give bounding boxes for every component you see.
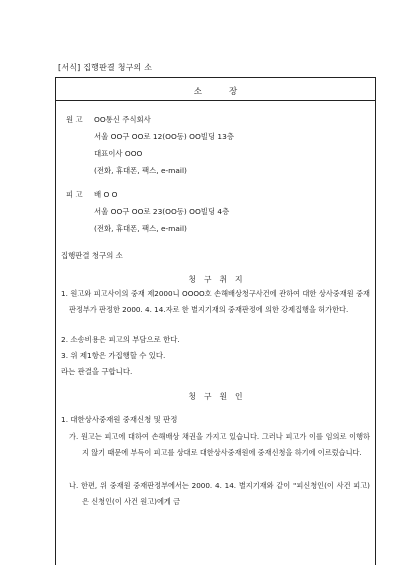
cause-sub-1: 1. 대한상사중재원 중재신청 및 판정	[61, 415, 178, 424]
cause-para-ga	[69, 429, 370, 461]
defendant-address: 서울 OO구 OO로 23(OO동) OO빌딩 4층	[94, 207, 230, 216]
plaintiff-representative: 대표이사 OOO	[94, 149, 143, 158]
claim-item-1-text: 1. 원고와 피고사이의 중재 제2000니 OOOO호 손해배상청구사건에 관하여 대한 상사중재원 중재판정부가 판정한 2000. 4. 14.자로 한 별지기재의 중재판정에 의한 강제집행을 허가한다.	[61, 289, 370, 314]
claim-item-3: 3. 위 제1항은 가집행할 수 있다.	[61, 351, 166, 360]
defendant-contact: (전화, 휴대폰, 팩스, e-mail)	[94, 224, 187, 233]
complaint-frame	[55, 77, 376, 565]
defendant-label: 피 고	[66, 190, 83, 199]
plaintiff-address: 서울 OO구 OO로 12(OO동) OO빌딩 13층	[94, 132, 234, 141]
form-label: [서식] 집행판결 청구의 소	[58, 63, 153, 72]
claim-closing: 라는 판결을 구합니다.	[61, 367, 133, 376]
cause-para-na-text: 나. 한편, 위 중재원 중재판정부에서는 2000. 4. 14. 별지기재와 같이 "피신청인(이 사건 피고)은 신청인(이 사건 원고)에게 금	[69, 481, 370, 506]
title-row	[56, 78, 375, 101]
plaintiff-contact: (전화, 휴대폰, 팩스, e-mail)	[94, 166, 187, 175]
plaintiff-label: 원 고	[66, 115, 83, 124]
claim-item-1	[61, 286, 370, 318]
cause-para-na	[69, 478, 370, 510]
plaintiff-name: OO통신 주식회사	[94, 115, 151, 124]
defendant-name: 배 O O	[94, 190, 118, 199]
case-name: 집행판결 청구의 소	[61, 251, 123, 260]
claim-item-2: 2. 소송비용은 피고의 부담으로 한다.	[61, 335, 180, 344]
cause-heading: 청구원인	[188, 392, 251, 401]
claim-heading: 청구취지	[188, 275, 251, 284]
cause-para-ga-text: 가. 원고는 피고에 대하여 손해배상 채권을 가지고 있습니다. 그러나 피고가 이를 임의로 이행하지 않기 때문에 부득이 피고를 상대로 대한상사중재원에 중재신청을 하기에 이르렀습니다.	[69, 432, 370, 457]
document-title: 소장	[193, 87, 265, 97]
